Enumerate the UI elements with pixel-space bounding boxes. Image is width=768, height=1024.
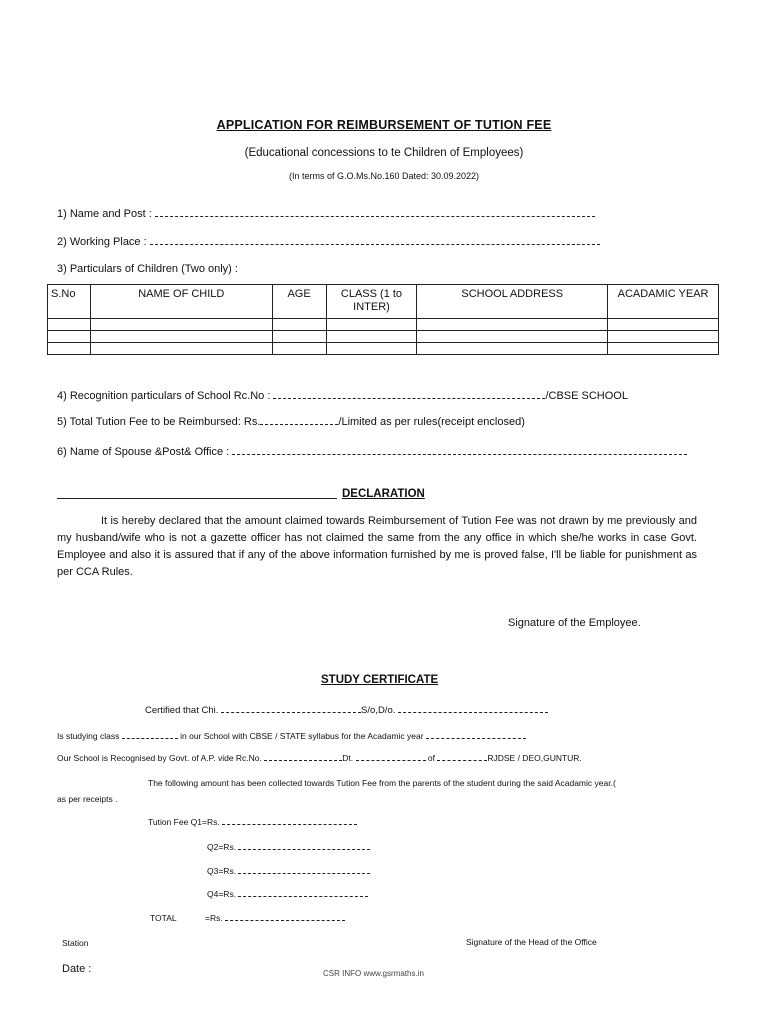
go-reference: (In terms of G.O.Ms.No.160 Dated: 30.09.2022) — [288, 171, 480, 181]
declaration-text: It is hereby declared that the amount claimed towards Reimbursement of Tution Fee was not drawn by me previously and my husband/wife who is not a gazette officer has not claimed the same from the any office in which she/he works in case Govt. Employee and also it is assured that if any of the above information furnished by me is proved false, I'll be liable for punishment as per CCA Rules. — [57, 515, 697, 578]
name-post-field — [57, 208, 595, 220]
child-name-line — [221, 705, 361, 713]
col-sno: S.No — [48, 285, 91, 319]
collected-text: The following amount has been collected towards Tution Fee from the parents of the student during the said Acadamic year.( — [148, 778, 616, 788]
q1-line — [148, 817, 357, 827]
form-title: APPLICATION FOR REIMBURSEMENT OF TUTION FEE — [216, 118, 552, 132]
table-row — [48, 319, 719, 331]
recognised-prefix: Our School is Recognised by Govt. of A.P. vide Rc.No. — [57, 753, 262, 763]
spouse-label: 6) Name of Spouse &Post& Office : — [57, 446, 230, 458]
of-label: of — [427, 753, 435, 763]
col-name-of-child: NAME OF CHILD — [90, 285, 272, 319]
q3-amount-line — [238, 866, 370, 874]
study-certificate-heading: STUDY CERTIFICATE — [321, 674, 439, 686]
studying-suffix: in our School with CBSE / STATE syllabus for the Acadamic year — [180, 731, 424, 741]
children-table — [47, 284, 719, 355]
q3-line — [207, 866, 370, 876]
of-line — [437, 753, 487, 761]
total-rs-label: =Rs. — [205, 913, 223, 923]
employee-signature: Signature of the Employee. — [508, 617, 641, 629]
spouse-field — [57, 446, 687, 458]
q4-label: Q4=Rs. — [207, 889, 237, 899]
total-line — [150, 913, 345, 923]
certified-label: Certified that Chi. — [145, 705, 219, 716]
dt-line — [356, 753, 426, 761]
watermark-text: CSR INFO www.gsrmaths.in — [323, 969, 424, 978]
head-office-signature: Signature of the Head of the Office — [466, 937, 597, 947]
q2-amount-line — [238, 842, 370, 850]
dt-label: Dt. — [342, 753, 354, 763]
table-row — [48, 331, 719, 343]
studying-line — [57, 731, 526, 741]
particulars-label: 3) Particulars of Children (Two only) : — [57, 263, 238, 275]
total-amount-line — [225, 913, 345, 921]
cbse-school-label: /CBSE SCHOOL — [545, 390, 628, 402]
rjdse-label: RJDSE / DEO,GUNTUR. — [487, 753, 582, 763]
q2-line — [207, 842, 370, 852]
col-class: CLASS (1 to INTER) — [326, 285, 417, 319]
q4-line — [207, 889, 368, 899]
recognised-line — [57, 753, 582, 763]
total-label: TOTAL — [150, 913, 177, 923]
certified-line — [145, 705, 548, 716]
total-fee-field — [57, 416, 525, 428]
q1-label: Tution Fee Q1=Rs. — [148, 817, 220, 827]
name-post-line — [155, 209, 595, 217]
declaration-rule — [57, 498, 337, 499]
receipts-text: as per receipts . — [57, 794, 118, 804]
working-place-line — [150, 237, 600, 245]
so-do-label: S/o,D/o. — [361, 705, 396, 716]
table-row — [48, 343, 719, 355]
declaration-heading: DECLARATION — [342, 488, 425, 500]
col-acadamic-year: ACADAMIC YEAR — [608, 285, 719, 319]
working-place-label: 2) Working Place : — [57, 236, 147, 248]
date-label: Date : — [62, 963, 92, 975]
class-line — [122, 731, 178, 739]
acadamic-year-line — [426, 731, 526, 739]
recognition-line — [273, 391, 545, 399]
name-post-label: 1) Name and Post : — [57, 208, 152, 220]
studying-prefix: Is studying class — [57, 731, 120, 741]
q2-label: Q2=Rs. — [207, 842, 237, 852]
rc-no-line — [264, 753, 342, 761]
spouse-line — [232, 447, 687, 455]
total-fee-line — [260, 417, 338, 425]
total-fee-label: 5) Total Tution Fee to be Reimbursed: Rs. — [57, 416, 261, 428]
parent-name-line — [398, 705, 548, 713]
col-school-address: SCHOOL ADDRESS — [417, 285, 608, 319]
recognition-label: 4) Recognition particulars of School Rc.No : — [57, 390, 271, 402]
recognition-field — [57, 390, 628, 402]
form-subtitle: (Educational concessions to te Children of Employees) — [244, 147, 524, 159]
q4-amount-line — [238, 889, 368, 897]
col-age: AGE — [272, 285, 326, 319]
q1-amount-line — [222, 817, 357, 825]
total-fee-suffix: /Limited as per rules(receipt enclosed) — [338, 416, 525, 428]
working-place-field — [57, 236, 600, 248]
station-label: Station — [62, 938, 89, 948]
q3-label: Q3=Rs. — [207, 866, 237, 876]
